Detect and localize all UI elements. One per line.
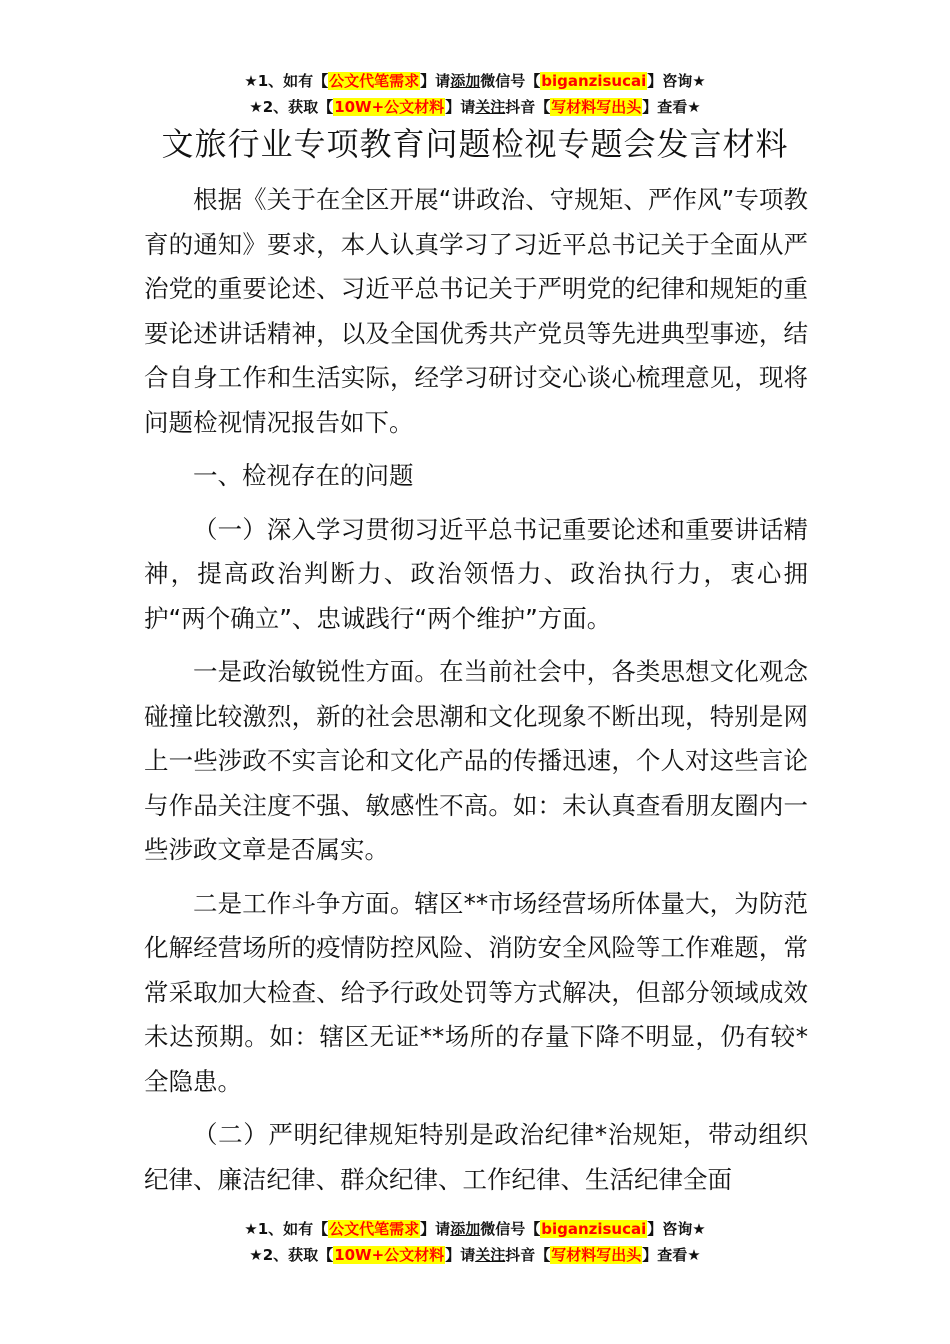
body-paragraph: 一是政治敏锐性方面。在当前社会中，各类思想文化观念碰撞比较激烈，新的社会思潮和文化现象不断出现，特别是网上一些涉政不实言论和文化产品的传播迅速，个人对这些言论与作品关注度不强、敏感性不高。如：未认真查看朋友圈内一些涉政文章是否属实。 bbox=[144, 657, 808, 864]
douyin-account: 写材料写出头 bbox=[551, 98, 642, 116]
promo-highlight: 10W+公文材料 bbox=[334, 98, 445, 116]
promo-banner-top bbox=[0, 68, 950, 120]
body-paragraph: 二是工作斗争方面。辖区**市场经营场所体量大，为防范化解经营场所的疫情防控风险、消防安全风险等工作难题，常常采取加大检查、给予行政处罚等方式解决，但部分领域成效未达预期。如：辖区无证**场所的存量下降不明显，仍有较*全隐患。 bbox=[144, 888, 808, 1096]
subsection-heading: （二）严明纪律规矩特别是政治纪律*治规矩，带动组织纪律、廉洁纪律、群众纪律、工作纪律、生活纪律全面 bbox=[144, 1120, 808, 1194]
body-paragraph: 根据《关于在全区开展“讲政治、守规矩、严作风”专项教育的通知》要求，本人认真学习了习近平总书记关于全面从严治党的重要论述、习近平总书记关于严明党的纪律和规矩的重要论述讲话精神，以及全国优秀共产党员等先进典型事迹，结合自身工作和生活实际，经学习研讨交心谈心梳理意见，现将问题检视情况报告如下。 bbox=[144, 185, 808, 437]
promo-line-1: ★1、如有【公文代笔需求】请添加微信号【biganzisucai】咨询★ bbox=[244, 72, 706, 90]
wechat-id: biganzisucai bbox=[541, 72, 647, 90]
promo-line-2: ★2、获取【10W+公文材料】请关注抖音【写材料写出头】查看★ bbox=[249, 98, 701, 116]
promo-line-1: ★1、如有【公文代笔需求】请添加微信号【biganzisucai】咨询★ bbox=[244, 1220, 706, 1238]
document-title: 文旅行业专项教育问题检视专题会发言材料 bbox=[161, 125, 789, 163]
promo-highlight: 公文代笔需求 bbox=[329, 1220, 420, 1238]
subsection-heading: （一）深入学习贯彻习近平总书记重要论述和重要讲话精神，提高政治判断力、政治领悟力、政治执行力，衷心拥护“两个确立”、忠诚践行“两个维护”方面。 bbox=[144, 514, 808, 633]
section-heading: 一、检视存在的问题 bbox=[193, 461, 414, 490]
promo-line-2: ★2、获取【10W+公文材料】请关注抖音【写材料写出头】查看★ bbox=[249, 1246, 701, 1264]
promo-highlight: 公文代笔需求 bbox=[329, 72, 420, 90]
promo-highlight: 10W+公文材料 bbox=[334, 1246, 445, 1264]
douyin-account: 写材料写出头 bbox=[551, 1246, 642, 1264]
document-body bbox=[144, 178, 808, 1211]
promo-banner-bottom bbox=[0, 1216, 950, 1268]
wechat-id: biganzisucai bbox=[541, 1220, 647, 1238]
